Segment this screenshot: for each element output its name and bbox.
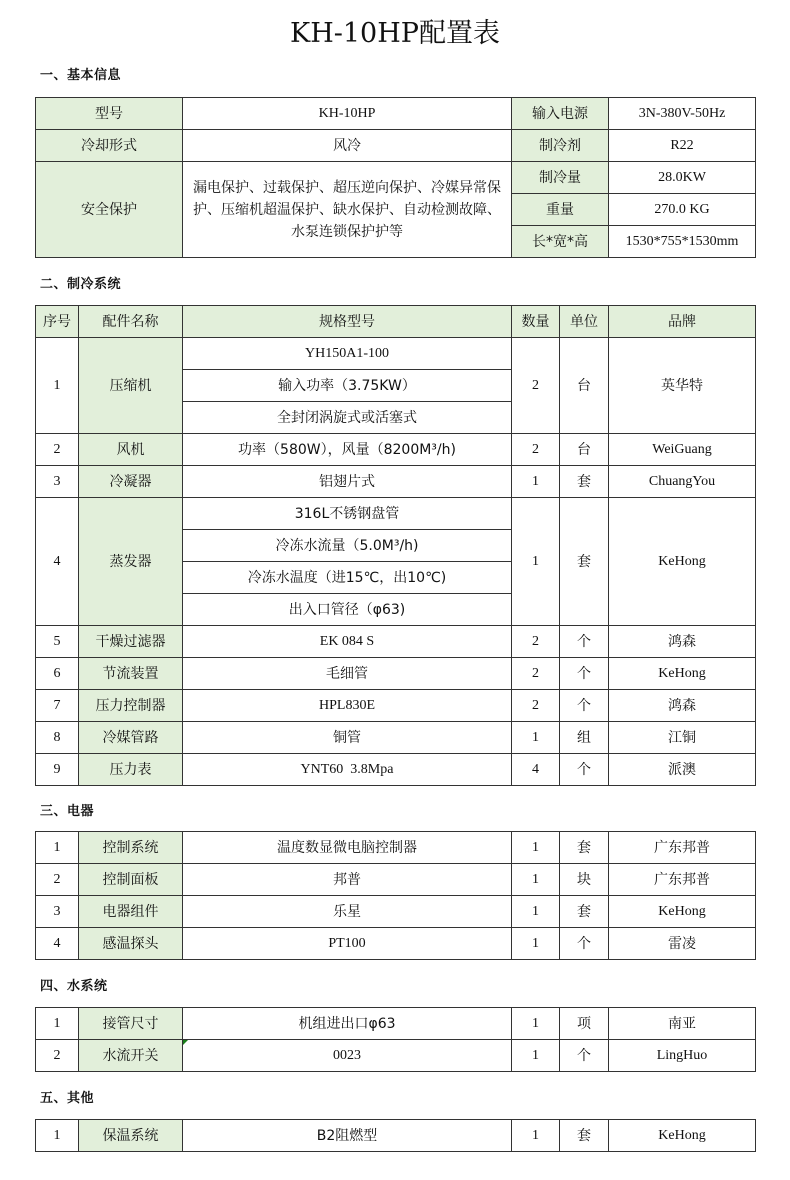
part-unit: 台 [560,434,609,466]
part-brand: KeHong [609,1120,756,1152]
part-spec: 冷冻水流量（5.0M³/h) [183,530,512,562]
row-no: 2 [36,864,79,896]
table-row [36,928,756,960]
part-unit: 个 [560,626,609,658]
row-no: 7 [36,690,79,722]
part-brand: KeHong [609,658,756,690]
part-name: 干燥过滤器 [79,626,183,658]
part-spec: EK 084 S [183,626,512,658]
table-row [36,1040,756,1072]
part-brand: LingHuo [609,1040,756,1072]
cell-corner-marker-icon [183,1040,188,1045]
part-spec: B2阻燃型 [183,1120,512,1152]
part-qty: 1 [512,832,560,864]
row-no: 2 [36,434,79,466]
part-spec: PT100 [183,928,512,960]
table-row [36,498,756,530]
label-refrigerant: 制冷剂 [512,130,609,162]
part-unit: 套 [560,896,609,928]
part-qty: 1 [512,722,560,754]
part-name: 冷媒管路 [79,722,183,754]
section-heading-basic-info: 一、基本信息 [40,68,122,83]
other-table [35,1119,756,1152]
part-name: 控制面板 [79,864,183,896]
part-unit: 个 [560,754,609,786]
table-row [36,722,756,754]
part-qty: 1 [512,864,560,896]
section-heading-water-system: 四、水系统 [40,979,108,994]
part-qty: 1 [512,896,560,928]
part-spec: 功率（580W），风量（8200M³/h) [183,434,512,466]
part-name: 电器组件 [79,896,183,928]
header-qty: 数量 [512,306,560,338]
header-spec: 规格型号 [183,306,512,338]
table-row [36,896,756,928]
table-row [36,434,756,466]
part-qty: 2 [512,690,560,722]
value-refrigerant: R22 [609,130,756,162]
part-unit: 个 [560,928,609,960]
table-row [36,1008,756,1040]
table-row [36,754,756,786]
part-brand: 广东邦普 [609,832,756,864]
part-spec: HPL830E [183,690,512,722]
part-unit: 套 [560,1120,609,1152]
value-safety-protection: 漏电保护、过载保护、超压逆向保护、冷媒异常保护、压缩机超温保护、缺水保护、自动检测故障、水泵连锁保护护等 [183,162,512,258]
section-heading-electrical: 三、电器 [40,804,95,819]
part-brand: 鸿森 [609,626,756,658]
part-spec: 316L不锈钢盘管 [183,498,512,530]
part-unit: 台 [560,338,609,434]
part-unit: 个 [560,658,609,690]
part-name: 接管尺寸 [79,1008,183,1040]
row-no: 9 [36,754,79,786]
refrigeration-table [35,305,756,786]
part-spec: 乐星 [183,896,512,928]
part-spec: 邦普 [183,864,512,896]
row-no: 1 [36,338,79,434]
part-qty: 2 [512,338,560,434]
value-cooling-capacity: 28.0KW [609,162,756,194]
part-unit: 套 [560,498,609,626]
part-brand: 雷凌 [609,928,756,960]
part-spec: 铝翅片式 [183,466,512,498]
section-heading-refrigeration: 二、制冷系统 [40,277,122,292]
part-name: 压力控制器 [79,690,183,722]
part-qty: 1 [512,1040,560,1072]
row-no: 6 [36,658,79,690]
page-title: KH-10HP配置表 [290,18,500,49]
header-part-name: 配件名称 [79,306,183,338]
part-spec: 冷冻水温度（进15℃，出10℃) [183,562,512,594]
water-system-table [35,1007,756,1072]
value-input-power: 3N-380V-50Hz [609,98,756,130]
header-brand: 品牌 [609,306,756,338]
row-no: 3 [36,896,79,928]
part-spec: YH150A1-100 [183,338,512,370]
part-name: 感温探头 [79,928,183,960]
part-spec: 0023 [183,1040,512,1072]
label-dimensions: 长*宽*高 [512,226,609,258]
label-input-power: 输入电源 [512,98,609,130]
part-brand: ChuangYou [609,466,756,498]
value-dimensions: 1530*755*1530mm [609,226,756,258]
part-name: 节流装置 [79,658,183,690]
part-qty: 2 [512,658,560,690]
part-spec: 毛细管 [183,658,512,690]
part-spec: 全封闭涡旋式或活塞式 [183,402,512,434]
part-name: 压缩机 [79,338,183,434]
header-no: 序号 [36,306,79,338]
part-brand: 江铜 [609,722,756,754]
table-row [36,832,756,864]
part-brand: 南亚 [609,1008,756,1040]
part-name: 控制系统 [79,832,183,864]
value-model: KH-10HP [183,98,512,130]
part-unit: 项 [560,1008,609,1040]
part-unit: 个 [560,1040,609,1072]
part-brand: 广东邦普 [609,864,756,896]
row-no: 2 [36,1040,79,1072]
basic-info-table [35,97,756,258]
part-name: 冷凝器 [79,466,183,498]
label-weight: 重量 [512,194,609,226]
part-brand: KeHong [609,498,756,626]
row-no: 5 [36,626,79,658]
part-spec: 输入功率（3.75KW） [183,370,512,402]
label-safety-protection: 安全保护 [36,162,183,258]
part-qty: 1 [512,1008,560,1040]
table-row [36,1120,756,1152]
electrical-table [35,831,756,960]
part-name: 蒸发器 [79,498,183,626]
part-unit: 套 [560,466,609,498]
table-row [36,338,756,370]
part-brand: 派澳 [609,754,756,786]
label-cooling-capacity: 制冷量 [512,162,609,194]
label-model: 型号 [36,98,183,130]
part-unit: 个 [560,690,609,722]
table-row [36,626,756,658]
part-qty: 1 [512,498,560,626]
part-brand: WeiGuang [609,434,756,466]
row-no: 1 [36,1008,79,1040]
row-no: 4 [36,498,79,626]
part-spec: 铜管 [183,722,512,754]
row-no: 4 [36,928,79,960]
part-qty: 2 [512,434,560,466]
part-unit: 块 [560,864,609,896]
table-row [36,466,756,498]
row-no: 3 [36,466,79,498]
part-qty: 1 [512,466,560,498]
part-unit: 组 [560,722,609,754]
part-name: 水流开关 [79,1040,183,1072]
part-brand: KeHong [609,896,756,928]
part-qty: 1 [512,928,560,960]
part-qty: 2 [512,626,560,658]
part-spec: 机组进出口φ63 [183,1008,512,1040]
part-spec: 出入口管径（φ63) [183,594,512,626]
value-cooling-type: 风冷 [183,130,512,162]
section-heading-other: 五、其他 [40,1091,95,1106]
part-qty: 1 [512,1120,560,1152]
part-spec: 温度数显微电脑控制器 [183,832,512,864]
row-no: 1 [36,1120,79,1152]
row-no: 1 [36,832,79,864]
label-cooling-type: 冷却形式 [36,130,183,162]
part-brand: 英华特 [609,338,756,434]
part-unit: 套 [560,832,609,864]
value-weight: 270.0 KG [609,194,756,226]
part-spec: YNT60 3.8Mpa [183,754,512,786]
table-row [36,864,756,896]
part-qty: 4 [512,754,560,786]
part-brand: 鸿森 [609,690,756,722]
table-row [36,658,756,690]
part-name: 压力表 [79,754,183,786]
table-row [36,690,756,722]
header-unit: 单位 [560,306,609,338]
part-name: 风机 [79,434,183,466]
part-name: 保温系统 [79,1120,183,1152]
row-no: 8 [36,722,79,754]
